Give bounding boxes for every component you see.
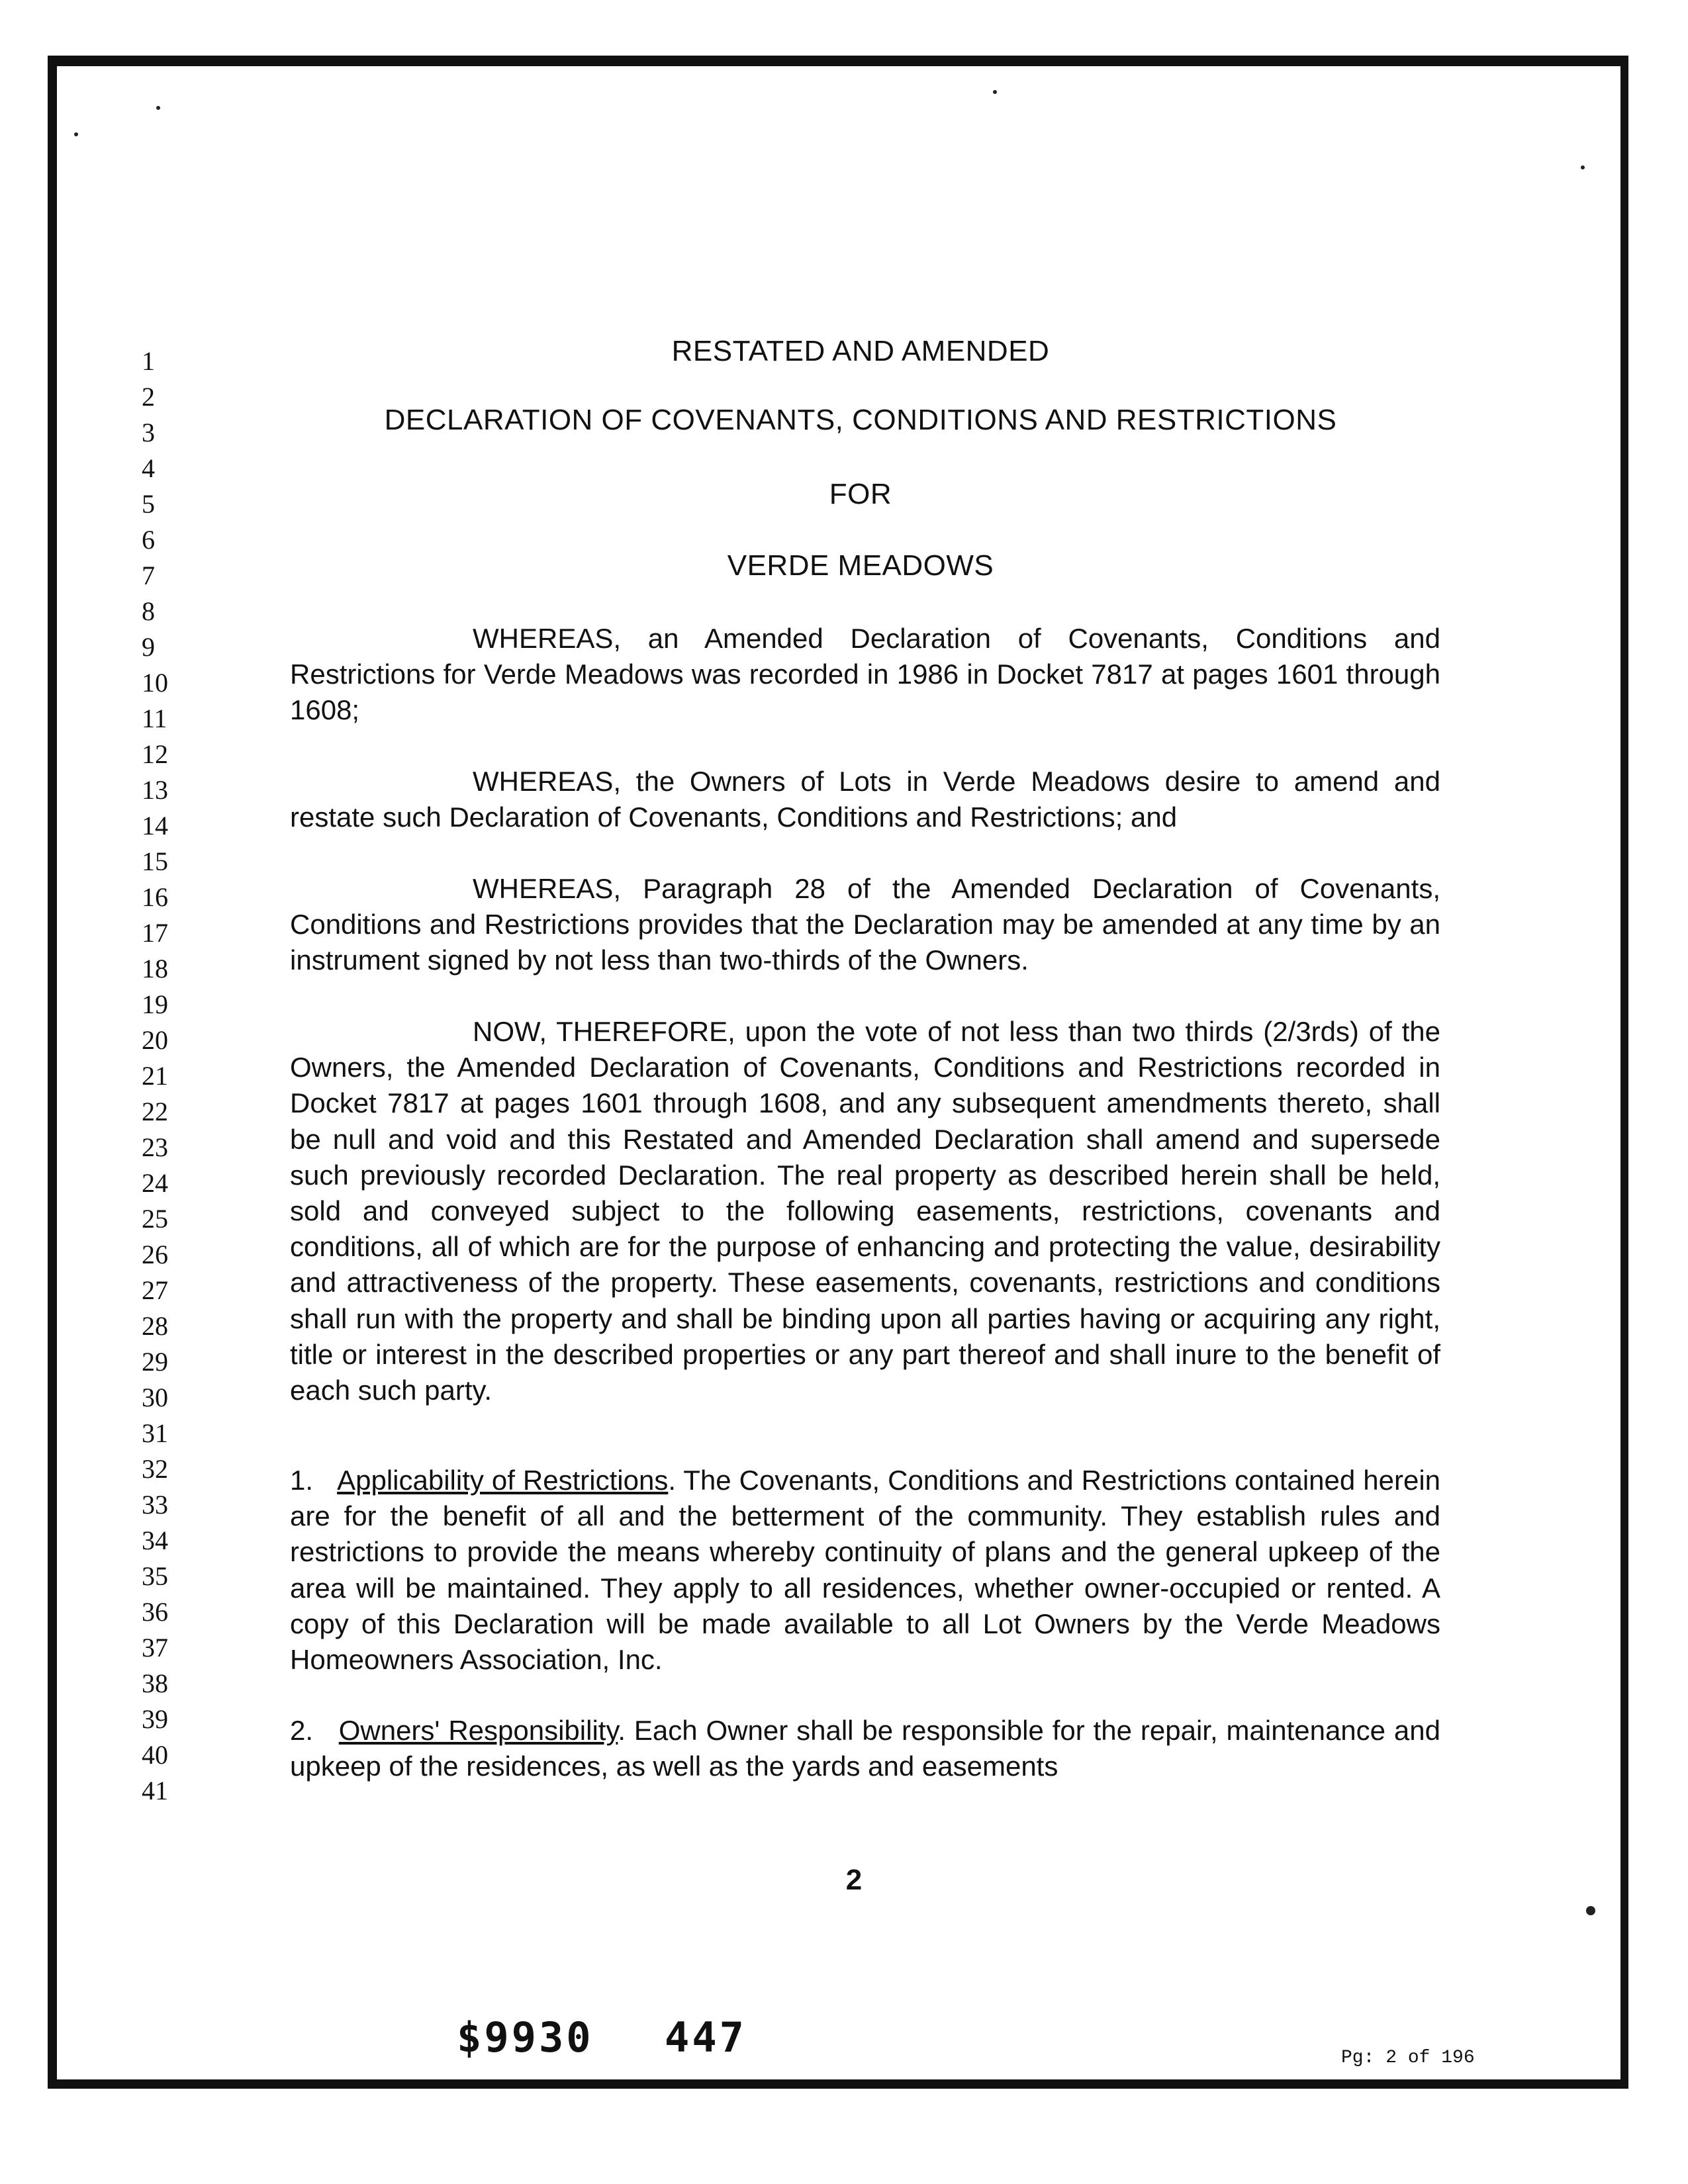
whereas-text-3: WHEREAS, Paragraph 28 of the Amended Declaration of Covenants, Conditions and Restrictions provides that the Declaration may be amended at any time by an instrument signed by not less than two-thirds of the Owners.: [290, 873, 1440, 976]
title-line-2: DECLARATION OF COVENANTS, CONDITIONS AND RESTRICTIONS: [384, 404, 1337, 436]
line-number: 28: [142, 1311, 168, 1341]
line-number: 34: [142, 1525, 168, 1555]
line-number: 16: [142, 882, 168, 912]
line-number: 19: [142, 989, 168, 1019]
line-number: 5: [142, 489, 155, 519]
whereas-paragraph-3: [290, 871, 1440, 979]
line-number: 2: [142, 382, 155, 412]
page-stamp: 447: [665, 2013, 747, 2062]
page-number: 2: [845, 1864, 863, 1896]
line-number: 8: [142, 596, 155, 626]
now-therefore-paragraph: [290, 1014, 1440, 1408]
line-number: 23: [142, 1132, 168, 1162]
line-number: 6: [142, 525, 155, 555]
line-number: 11: [142, 704, 167, 733]
line-number: 31: [142, 1418, 168, 1448]
line-number: 37: [142, 1633, 168, 1662]
whereas-text-2: WHEREAS, the Owners of Lots in Verde Meadows desire to amend and restate such Declaration of Covenants, Conditions and Restrictions; and: [290, 766, 1440, 833]
line-number: 17: [142, 918, 168, 948]
scan-speck: [993, 90, 997, 94]
line-number: 12: [142, 739, 168, 769]
scan-speck: [74, 132, 78, 136]
page-count-footer: Pg: 2 of 196: [1337, 2048, 1479, 2068]
section-2-paragraph: [290, 1713, 1440, 1784]
section-1-heading: Applicability of Restrictions: [337, 1465, 669, 1496]
line-number: 39: [142, 1704, 168, 1734]
line-number: 24: [142, 1168, 168, 1198]
line-number: 33: [142, 1490, 168, 1520]
scan-speck: [1586, 1906, 1595, 1915]
line-number: 22: [142, 1097, 168, 1126]
title-line-3: FOR: [829, 478, 892, 510]
line-number: 35: [142, 1561, 168, 1591]
now-therefore-text: NOW, THEREFORE, upon the vote of not less than two thirds (2/3rds) of the Owners, the Amended Declaration of Covenants, Conditions and Restrictions recorded in Docket 7817 at pages 1601 through 1608, and any subsequent amendments thereto, shall be null and void and this Restated and Amended Declaration shall amend and supersede such previously recorded Declaration. The real property as described herein shall be held, sold and conveyed subject to the following easements, restrictions, covenants and conditions, all of which are for the purpose of enhancing and protecting the value, desirability and attractiveness of the property. These easements, covenants, restrictions and conditions shall run with the property and shall be binding upon all parties having or acquiring any right, title or interest in the described properties or any part thereof and shall inure to the benefit of each such party.: [290, 1016, 1440, 1406]
scan-speck: [1581, 165, 1585, 169]
line-number: 21: [142, 1061, 168, 1091]
line-number: 4: [142, 453, 155, 483]
line-number: 29: [142, 1347, 168, 1377]
line-number: 38: [142, 1668, 168, 1698]
line-number: 32: [142, 1454, 168, 1484]
whereas-paragraph-2: [290, 764, 1440, 835]
whereas-paragraph-1: [290, 621, 1440, 729]
line-number: 41: [142, 1776, 168, 1805]
scan-speck: [156, 106, 160, 110]
line-number: 30: [142, 1383, 168, 1412]
line-number: 18: [142, 954, 168, 983]
line-number: 36: [142, 1597, 168, 1627]
section-1-text: . The Covenants, Conditions and Restrictions contained herein are for the benefit of all and the betterment of the community. They establish rules and restrictions to provide the means whereby continuity of plans and the general upkeep of the area will be maintained. They apply to all residences, whether owner-occupied or rented. A copy of this Declaration will be made available to all Lot Owners by the Verde Meadows Homeowners Association, Inc.: [290, 1465, 1441, 1676]
line-number: 25: [142, 1204, 168, 1234]
section-2-text: . Each Owner shall be responsible for the repair, maintenance and upkeep of the residences, as well as the yards and easements: [290, 1715, 1440, 1782]
line-number: 3: [142, 418, 155, 447]
line-number: 27: [142, 1275, 168, 1305]
line-number: 1: [142, 346, 155, 376]
whereas-text-1: WHEREAS, an Amended Declaration of Covenants, Conditions and Restrictions for Verde Meadows was recorded in 1986 in Docket 7817 at pages 1601 through 1608;: [290, 623, 1440, 726]
section-1-number: 1.: [290, 1465, 314, 1496]
line-number: 13: [142, 775, 168, 805]
line-number: 20: [142, 1025, 168, 1055]
line-number: 26: [142, 1240, 168, 1269]
section-2-number: 2.: [290, 1715, 314, 1746]
title-line-1: RESTATED AND AMENDED: [671, 335, 1050, 367]
line-number: 7: [142, 561, 155, 590]
line-number: 40: [142, 1740, 168, 1770]
docket-stamp: $9930: [457, 2013, 594, 2062]
title-line-4: VERDE MEADOWS: [727, 549, 994, 582]
section-2-heading: Owners' Responsibility: [338, 1715, 618, 1746]
line-number: 14: [142, 811, 168, 841]
line-number: 9: [142, 632, 155, 662]
line-number: 15: [142, 846, 168, 876]
section-1-paragraph: [290, 1463, 1440, 1678]
line-number: 10: [142, 668, 168, 698]
